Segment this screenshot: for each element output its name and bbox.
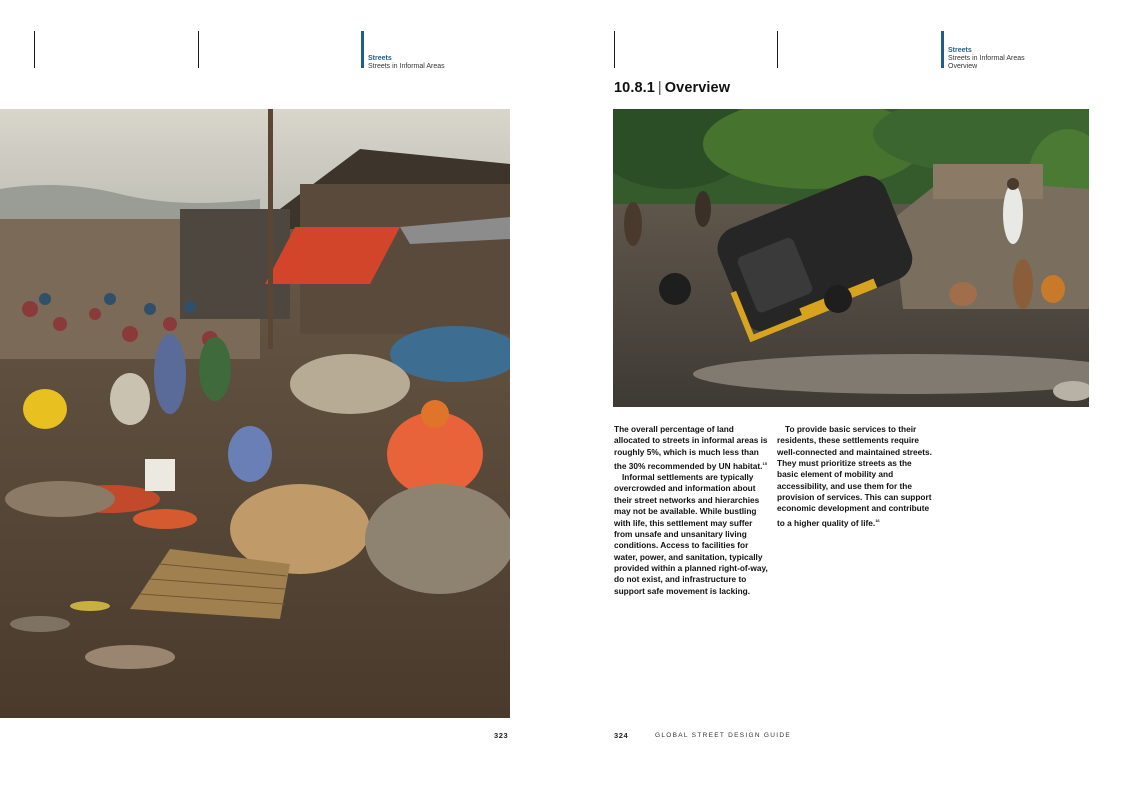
right-header-section: Streets [948, 47, 972, 54]
page-title [614, 80, 730, 96]
paragraph-land-percentage [614, 424, 772, 472]
autorickshaw-mud-photo [613, 109, 1089, 407]
paragraph-land-percentage-text: The overall percentage of land allocated to streets in informal areas is roughly 5%, which is much less than the 30% recommended by UN habitat. [614, 424, 768, 471]
market-photo [0, 109, 510, 718]
header-rule-2 [198, 31, 199, 68]
header-rule-3 [614, 31, 615, 68]
header-rule-1 [34, 31, 35, 68]
header-rule-4 [777, 31, 778, 68]
paragraph-basic-services [777, 424, 935, 529]
header-accent-rule-right [941, 31, 944, 68]
title-separator: | [657, 80, 662, 96]
left-page-number: 323 [494, 731, 509, 740]
guide-title: GLOBAL STREET DESIGN GUIDE [655, 732, 792, 739]
footnote-marker-15: 15 [762, 461, 767, 467]
right-header-text [948, 47, 1025, 71]
header-accent-rule-left [361, 31, 364, 68]
right-header-subsection: Streets in Informal Areas [948, 55, 1025, 62]
left-header-text [368, 55, 445, 71]
section-number: 10.8.1 [614, 80, 655, 96]
section-title: Overview [664, 80, 731, 96]
body-column-1 [614, 424, 772, 597]
left-header-subsection: Streets in Informal Areas [368, 63, 445, 70]
right-page-number: 324 [614, 731, 629, 740]
body-column-2 [777, 424, 935, 529]
footnote-marker-16: 16 [875, 517, 880, 523]
paragraph-basic-services-text: To provide basic services to their residents, these settlements require well-connected and maintained streets. They must prioritize streets as the basic element of mobility and accessibility, and use them for the provision of services. This can support economic development and contribute to a higher quality of life. [777, 424, 932, 528]
paragraph-informal-settlements: Informal settlements are typically overcrowded and information about their street networks and hierarchies may not be available. While bustling with life, this settlement may suffer from unsafe and unsanitary living conditions. Access to facilities for water, power, and sanitation, typically provided within a planned right-of-way, do not exist, and infrastructure to support safe movement is lacking. [614, 472, 768, 596]
left-header-section: Streets [368, 55, 392, 62]
right-header-topic: Overview [948, 63, 978, 70]
